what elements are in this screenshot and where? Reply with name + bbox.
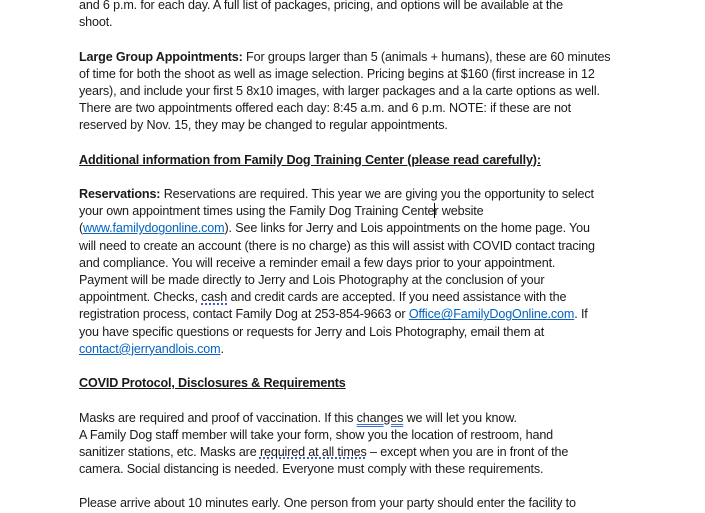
covid-paragraph <box>79 410 627 479</box>
large-group-line-4: There are two appointments offered each day: 8:45 a.m. and 6 p.m. NOTE: if these are not <box>79 101 571 116</box>
website-link[interactable]: www.familydogonline.com <box>83 221 225 236</box>
reservations-text: Reservations are required. This year we are giving you the opportunity to select <box>160 187 594 202</box>
intro-line-1: and 6 p.m. for each day. A full list of packages, pricing, and options will be available at the <box>79 0 563 12</box>
reservations-line-9: you have specific questions or requests for Jerry and Lois Photography, email them at <box>79 324 545 339</box>
paren-open: ( <box>79 221 84 236</box>
reservations-line-6: Payment will be made directly to Jerry and Lois Photography at the conclusion of your <box>79 273 545 287</box>
covid-line-1a: Masks are required and proof of vaccination. If this <box>79 410 357 425</box>
reservations-line-4: will need to create an account (there is no charge) as this will assist with COVID contact tracing <box>79 238 595 253</box>
covid-heading: COVID Protocol, Disclosures & Requirements <box>79 376 346 391</box>
covid-line-2: A Family Dog staff member will take your form, show you the location of restroom, hand <box>79 427 554 442</box>
reservations-line-10-end: . <box>220 341 224 356</box>
covid-line-3b: – except when you are in front of the <box>366 444 569 459</box>
large-group-line-3: years), and include your first 5 8x10 images, with larger packages and a la carte options as well. <box>79 83 600 98</box>
reservations-line-8b: . If <box>574 307 588 322</box>
arrival-line-partial: Please arrive about 10 minutes early. One person from your party should enter the facility to <box>79 496 576 511</box>
reservations-line-2b: r website <box>434 204 484 219</box>
grammar-flag-cash[interactable]: cash <box>201 290 228 305</box>
reservations-line-3: ). See links for Jerry and Lois appointments on the home page. You <box>224 221 590 236</box>
large-group-line-2: of time for both the shoot as well as image selection. Pricing begins at $160 (first increase in 12 <box>79 66 595 81</box>
large-group-line-5: reserved by Nov. 15, they may be changed to regular appointments. <box>79 118 448 133</box>
grammar-flag-changes[interactable]: changes <box>356 410 404 425</box>
reservations-line-7b: and credit cards are accepted. If you need assistance with the <box>227 290 567 305</box>
reservations-line-8a: registration process, contact Family Dog at 253-854-9663 or <box>79 307 409 322</box>
large-group-text: For groups larger than 5 (animals + humans), these are 60 minutes <box>242 49 611 64</box>
contact-email-link[interactable]: contact@jerryandlois.com <box>79 341 221 356</box>
large-group-paragraph <box>79 49 627 135</box>
reservations-paragraph <box>79 186 627 358</box>
reservations-label: Reservations: <box>79 187 161 202</box>
document-page[interactable] <box>79 0 627 513</box>
additional-info-heading: Additional information from Family Dog Training Center (please read carefully): <box>79 152 541 167</box>
covid-line-1b: we will let you know. <box>403 410 517 425</box>
reservations-line-2a: your own appointment times using the Family Dog Training Cente <box>79 204 435 219</box>
intro-line-2: shoot. <box>79 15 113 30</box>
covid-line-4: camera. Social distancing is needed. Everyone must comply with these requirements. <box>79 462 544 477</box>
office-email-link[interactable]: Office@FamilyDogOnline.com <box>408 307 575 322</box>
grammar-flag-required-at-all-times[interactable]: required at all times <box>259 444 367 459</box>
large-group-label: Large Group Appointments: <box>79 49 243 64</box>
covid-line-3a: sanitizer stations, etc. Masks are <box>79 444 260 459</box>
reservations-line-7a: appointment. Checks, <box>79 290 202 305</box>
reservations-line-5: and compliance. You will receive a reminder email a few days prior to your appointment. <box>79 255 556 270</box>
